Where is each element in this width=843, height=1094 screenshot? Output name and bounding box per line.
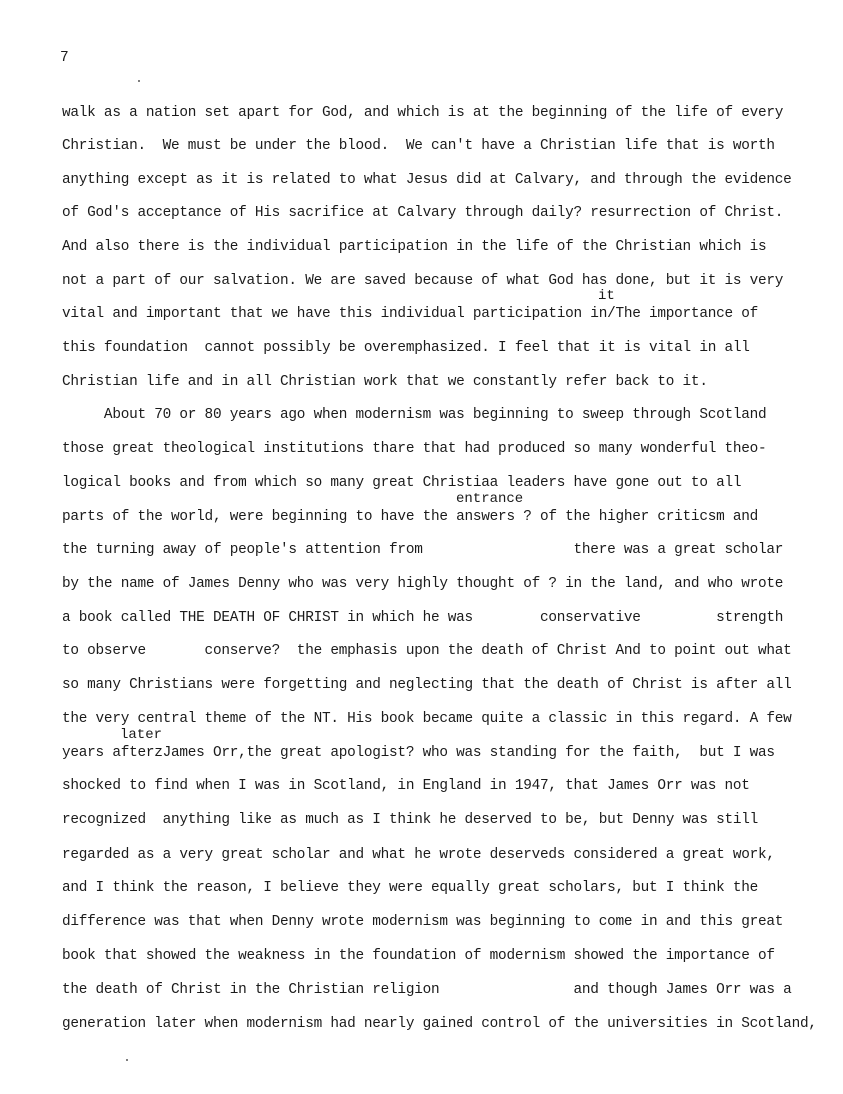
- scan-speck: [126, 1059, 128, 1061]
- text-line: the death of Christ in the Christian religion and though James Orr was a: [62, 982, 792, 998]
- text-line: years afterzJames Orr,the great apologist? who was standing for the faith, but I was: [62, 745, 775, 761]
- text-line: those great theological institutions thare that had produced so many wonderful theo-: [62, 441, 767, 457]
- text-line: so many Christians were forgetting and neglecting that the death of Christ is after all: [62, 677, 792, 693]
- text-line: Christian. We must be under the blood. We can't have a Christian life that is worth: [62, 138, 775, 154]
- text-line: regarded as a very great scholar and what he wrote deserveds considered a great work,: [62, 847, 775, 863]
- text-line: And also there is the individual participation in the life of the Christian which is: [62, 239, 767, 255]
- page-number: 7: [60, 50, 69, 66]
- text-line: by the name of James Denny who was very highly thought of ? in the land, and who wrote: [62, 576, 784, 592]
- text-line: and I think the reason, I believe they were equally great scholars, but I think the: [62, 880, 759, 896]
- text-line: difference was that when Denny wrote modernism was beginning to come in and this great: [62, 914, 784, 930]
- interlinear-insert-it: it: [598, 288, 615, 304]
- text-line: logical books and from which so many great Christiaa leaders have gone out to all: [62, 475, 742, 491]
- text-line: recognized anything like as much as I think he deserved to be, but Denny was still: [62, 812, 759, 828]
- text-line: to observe conserve? the emphasis upon the death of Christ And to point out what: [62, 643, 792, 659]
- text-line: this foundation cannot possibly be overemphasized. I feel that it is vital in all: [62, 340, 750, 356]
- text-line: book that showed the weakness in the foundation of modernism showed the importance of: [62, 948, 775, 964]
- text-line: walk as a nation set apart for God, and which is at the beginning of the life of every: [62, 105, 784, 121]
- text-line: a book called THE DEATH OF CHRIST in which he was conservative strength: [62, 610, 784, 626]
- text-line: not a part of our salvation. We are saved because of what God has done, but it is very: [62, 273, 784, 289]
- text-line: Christian life and in all Christian work that we constantly refer back to it.: [62, 374, 708, 390]
- text-line: shocked to find when I was in Scotland, in England in 1947, that James Orr was not: [62, 778, 750, 794]
- scan-speck: [138, 80, 140, 82]
- interlinear-insert-entrance: entrance: [456, 491, 524, 507]
- text-line: generation later when modernism had nearly gained control of the universities in Scotland,: [62, 1016, 817, 1032]
- interlinear-insert-later: later: [120, 727, 163, 743]
- text-line: of God's acceptance of His sacrifice at Calvary through daily? resurrection of Christ.: [62, 205, 784, 221]
- text-line: vital and important that we have this individual participation in/The importance of: [62, 306, 759, 322]
- text-line: the turning away of people's attention from there was a great scholar: [62, 542, 784, 558]
- text-line: the very central theme of the NT. His book became quite a classic in this regard. A few: [62, 711, 792, 727]
- text-line: About 70 or 80 years ago when modernism was beginning to sweep through Scotland: [62, 407, 767, 423]
- text-line: anything except as it is related to what Jesus did at Calvary, and through the evidence: [62, 172, 792, 188]
- text-line: parts of the world, were beginning to have the answers ? of the higher criticsm and: [62, 509, 759, 525]
